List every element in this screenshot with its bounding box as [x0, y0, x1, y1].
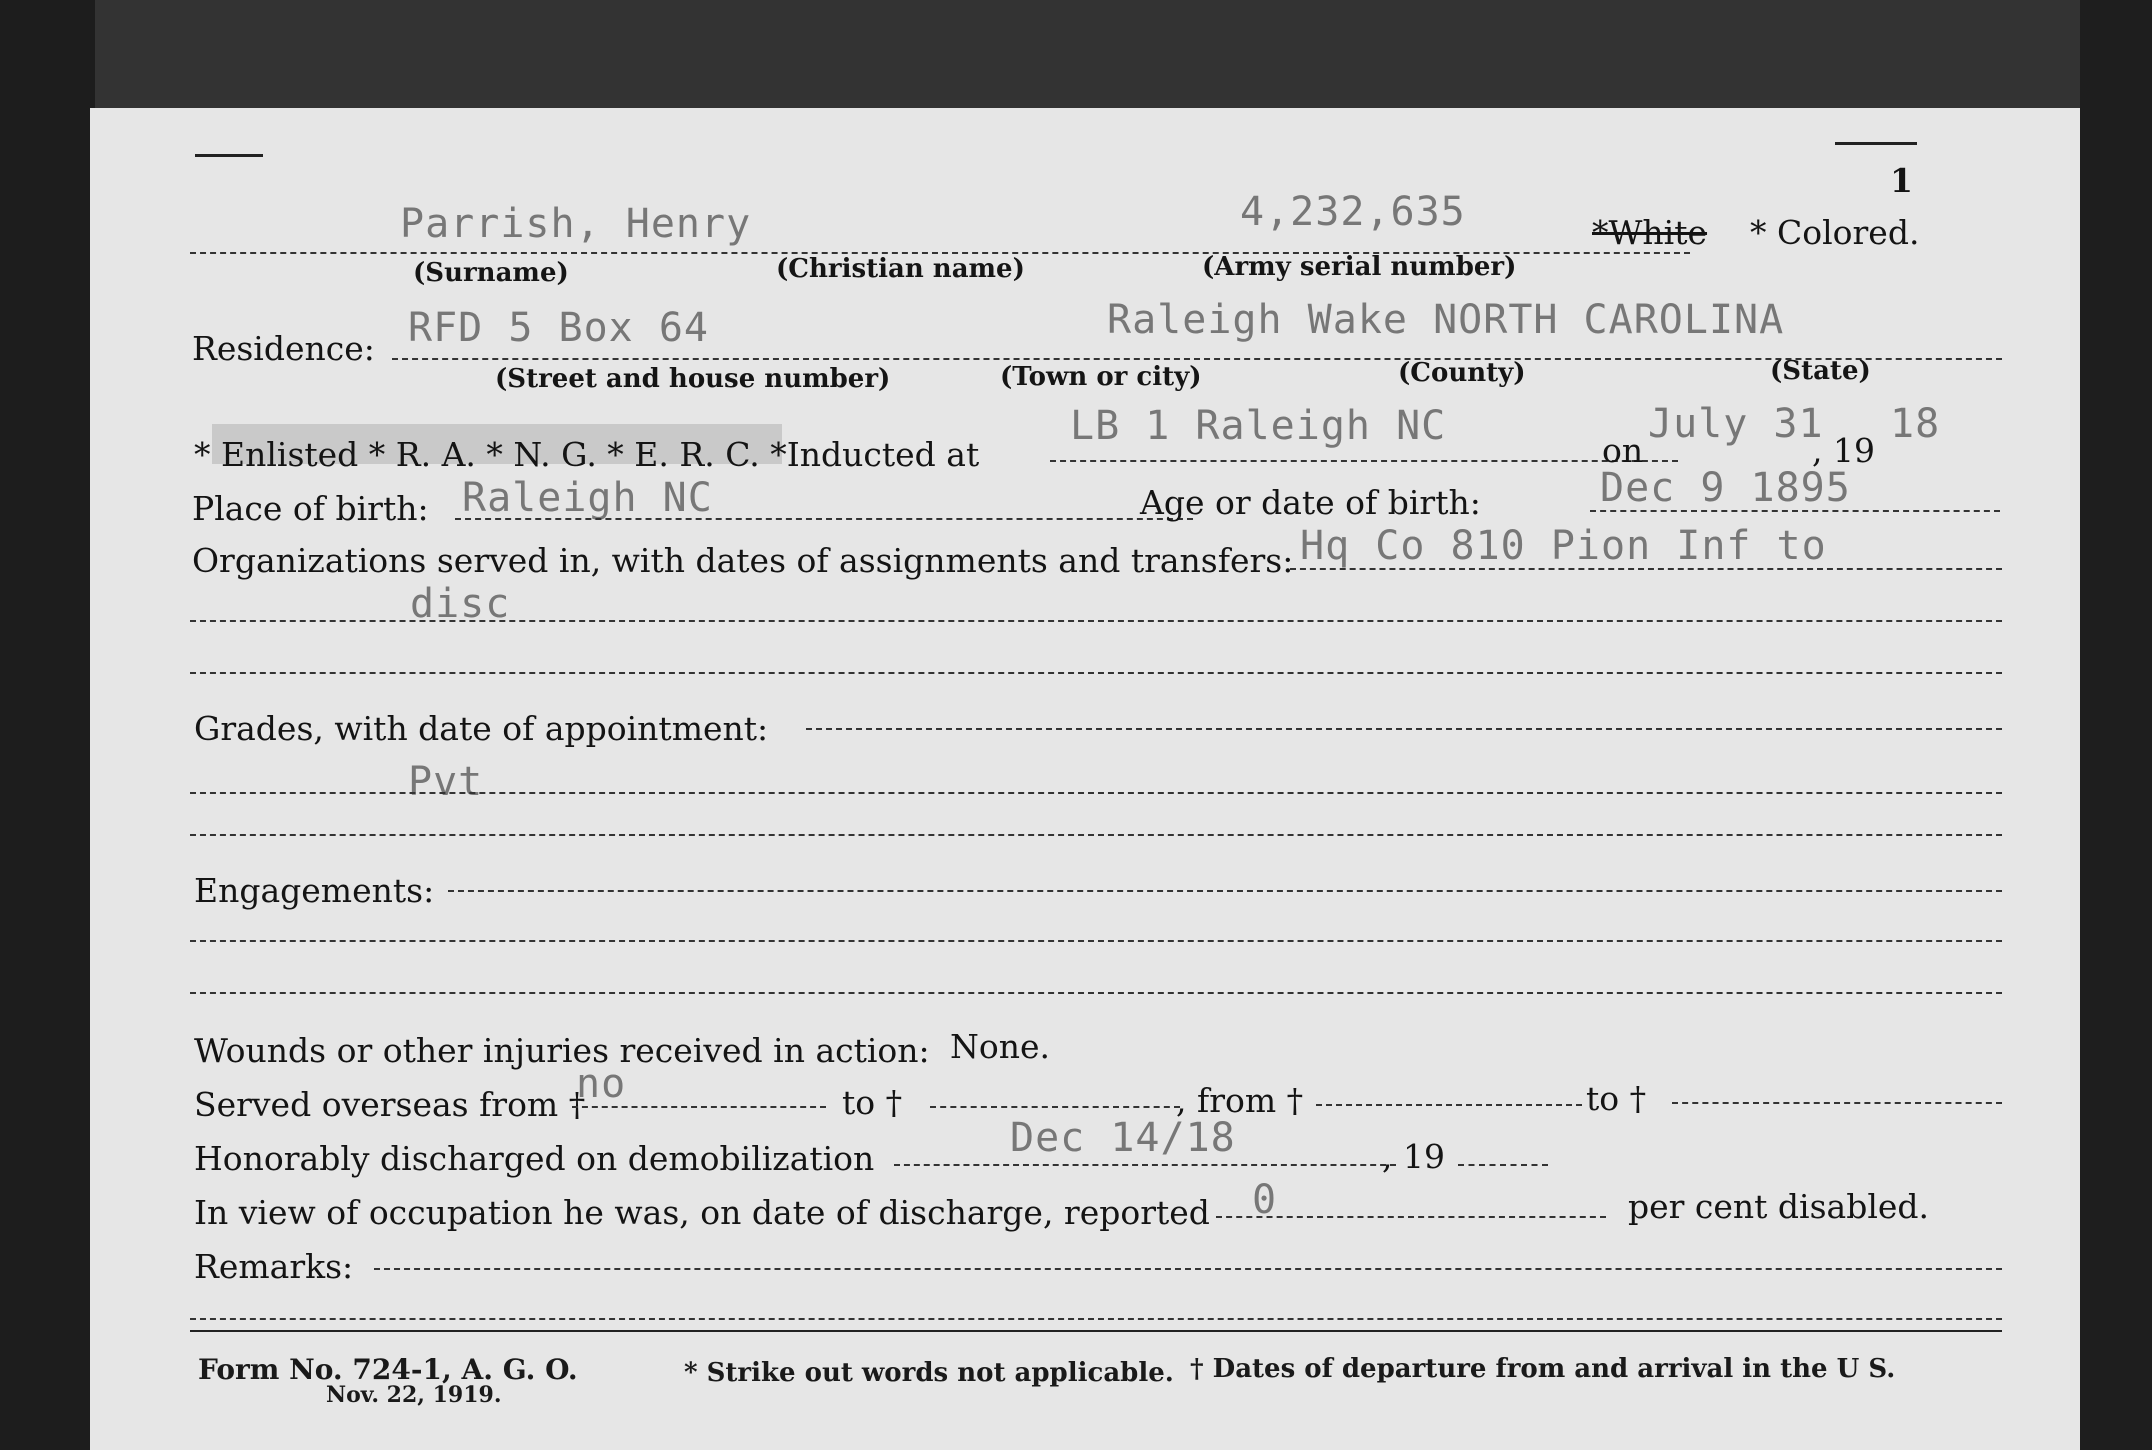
engagements-underline-1 — [448, 890, 2002, 892]
footer-note-dates: † Dates of departure from and arrival in the U S. — [1190, 1354, 1896, 1384]
residence-label: Residence: — [192, 329, 375, 368]
grades-underline-1 — [806, 728, 2002, 730]
induction-year: 18 — [1890, 401, 1941, 447]
organizations-line2: disc — [410, 581, 511, 627]
place-of-birth-value: Raleigh NC — [462, 475, 713, 521]
remarks-underline-1 — [374, 1268, 2002, 1270]
place-of-birth-line — [455, 518, 1193, 520]
disability-suffix: per cent disabled. — [1628, 1187, 1930, 1226]
overseas-to-label: to † — [842, 1083, 903, 1122]
enlistment-label: * Enlisted * R. A. * N. G. * E. R. C. *Inducted at — [194, 435, 980, 474]
disability-label: In view of occupation he was, on date of discharge, reported — [194, 1193, 1210, 1232]
residence-street: RFD 5 Box 64 — [408, 305, 709, 351]
induction-line — [1050, 460, 1678, 462]
discharge-line — [894, 1164, 1396, 1166]
scan-border-right — [2080, 0, 2152, 1450]
christian-name-caption: (Christian name) — [776, 254, 1025, 284]
overseas-from2-line — [1316, 1104, 1582, 1106]
disability-line — [1216, 1216, 1606, 1218]
date-of-birth-value: Dec 9 1895 — [1600, 465, 1851, 511]
overseas-to2-line — [1672, 1102, 2002, 1104]
grades-value: Pvt — [408, 759, 484, 805]
organizations-label: Organizations served in, with dates of assignments and transfers: — [192, 541, 1294, 580]
date-of-birth-line — [1590, 510, 2000, 512]
organizations-underline-3 — [190, 672, 2002, 674]
race-colored: * Colored. — [1750, 213, 1920, 252]
corner-mark-left — [195, 154, 263, 157]
serial-value: 4,232,635 — [1240, 189, 1466, 235]
race-white: *White — [1592, 213, 1708, 252]
remarks-underline-2 — [190, 1318, 2002, 1320]
surname-caption: (Surname) — [413, 258, 569, 288]
disability-value: 0 — [1252, 1177, 1278, 1223]
discharge-year-line — [1458, 1164, 1548, 1166]
place-of-birth-label: Place of birth: — [192, 489, 429, 528]
engagements-underline-3 — [190, 992, 2002, 994]
wounds-value: None. — [950, 1027, 1051, 1066]
overseas-from-line — [572, 1106, 826, 1108]
engagements-underline-2 — [190, 940, 2002, 942]
serial-caption: (Army serial number) — [1202, 252, 1517, 282]
residence-town-county-state: Raleigh Wake NORTH CAROLINA — [1107, 297, 1785, 343]
grades-underline-3 — [190, 834, 2002, 836]
footer-rule — [190, 1330, 2002, 1332]
name-value: Parrish, Henry — [400, 201, 752, 247]
grades-underline-2 — [190, 792, 2002, 794]
induction-year-prefix: , 19 — [1812, 431, 1875, 470]
state-caption: (State) — [1770, 356, 1871, 386]
page-number: 1 — [1890, 161, 1913, 200]
town-caption: (Town or city) — [1000, 362, 1202, 392]
residence-line — [392, 358, 2002, 360]
discharge-year-prefix: , 19 — [1382, 1137, 1445, 1176]
on-label: on — [1602, 431, 1644, 470]
overseas-from2-label: , from † — [1176, 1081, 1304, 1120]
footer-note-strike: * Strike out words not applicable. — [684, 1358, 1174, 1388]
discharge-date: Dec 14/18 — [1010, 1115, 1236, 1161]
overseas-label: Served overseas from † — [194, 1085, 586, 1124]
wounds-label: Wounds or other injuries received in action: — [194, 1031, 930, 1070]
scan-border-top — [95, 0, 2152, 108]
organizations-line1: Hq Co 810 Pion Inf to — [1300, 523, 1827, 569]
service-record-card — [90, 108, 2080, 1450]
scan-border-left — [0, 0, 95, 1450]
overseas-to2-label: to † — [1586, 1079, 1647, 1118]
form-date: Nov. 22, 1919. — [326, 1382, 502, 1408]
grades-label: Grades, with date of appointment: — [194, 709, 769, 748]
corner-mark-right — [1835, 142, 1917, 145]
induction-date: July 31 — [1648, 401, 1824, 447]
county-caption: (County) — [1398, 358, 1526, 388]
overseas-value: no — [576, 1061, 627, 1107]
form-number: Form No. 724-1, A. G. O. — [198, 1353, 578, 1386]
discharge-label: Honorably discharged on demobilization — [194, 1139, 875, 1178]
date-of-birth-label: Age or date of birth: — [1140, 483, 1481, 522]
overseas-to-line — [930, 1106, 1180, 1108]
organizations-underline-2 — [190, 620, 2002, 622]
induction-place: LB 1 Raleigh NC — [1070, 403, 1447, 449]
street-caption: (Street and house number) — [495, 364, 891, 394]
remarks-label: Remarks: — [194, 1247, 354, 1286]
organizations-underline-1 — [1290, 568, 2002, 570]
engagements-label: Engagements: — [194, 871, 435, 910]
